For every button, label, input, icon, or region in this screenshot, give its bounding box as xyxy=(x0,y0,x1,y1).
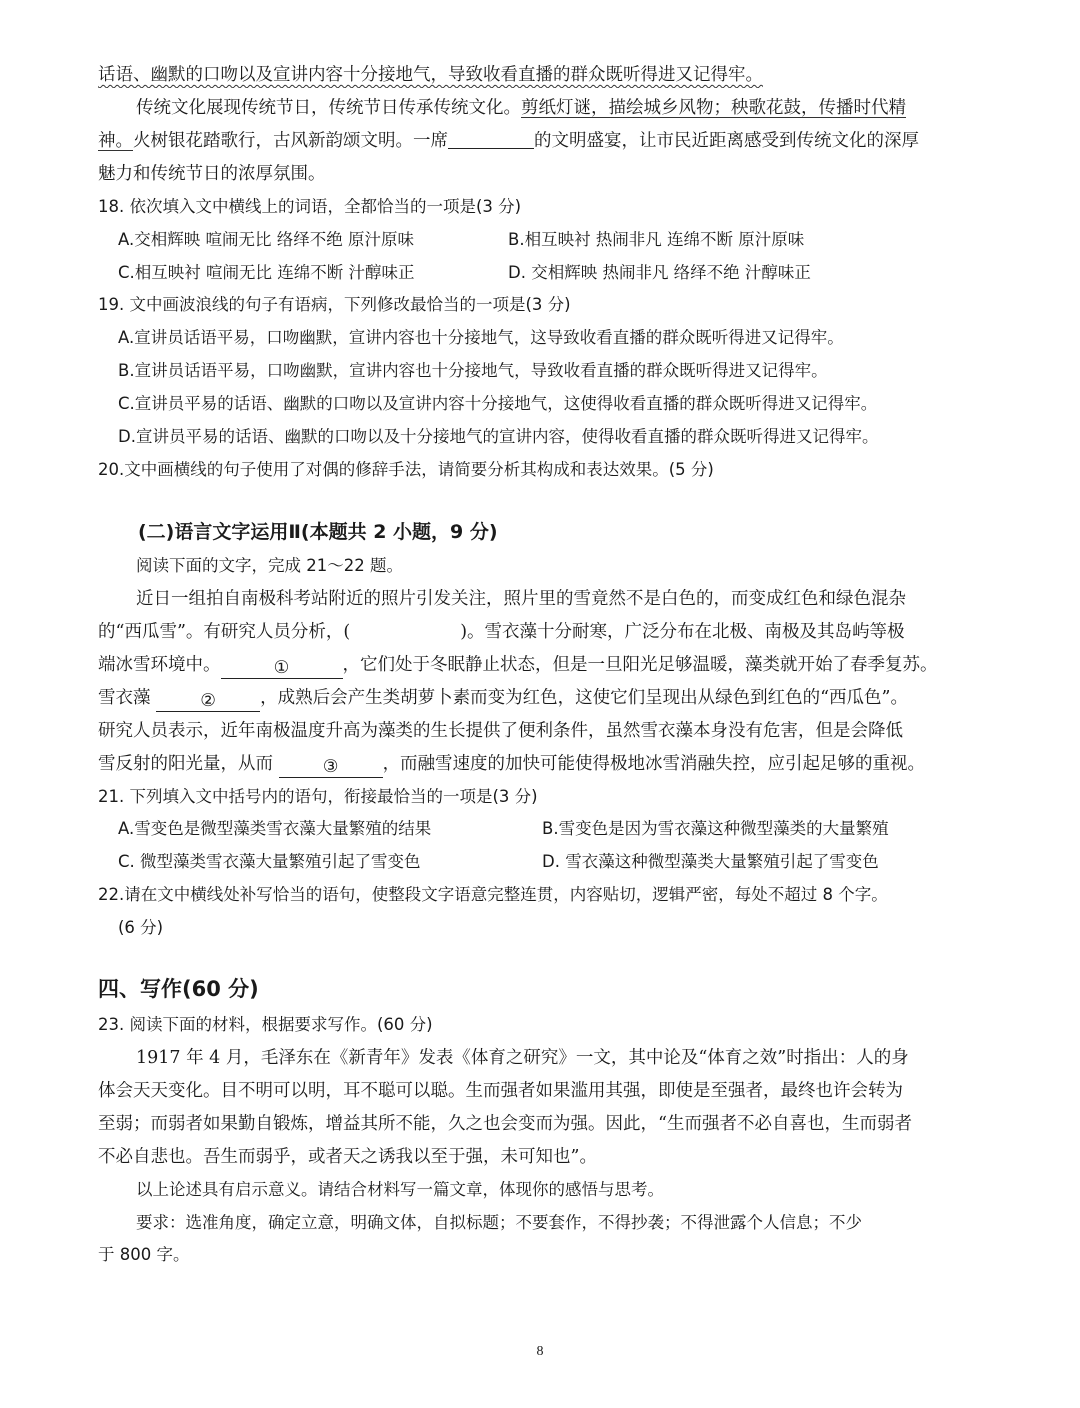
passage-line xyxy=(98,161,988,187)
underlined-sentence: 剪纸灯谜，描绘城乡风物；秧歌花鼓，传播时代精 xyxy=(521,98,906,118)
option-d: D.宣讲员平易的话语、幽默的口吻以及十分接地气的宣讲内容，使得收看直播的群众既听得进又记得牢。 xyxy=(118,427,879,446)
passage-text: )。雪衣藻十分耐寒，广泛分布在北极、南极及其岛屿等极 xyxy=(460,622,905,642)
passage-text: ，而融雪速度的加快可能使得极地冰雪消融失控，应引起足够的重视。 xyxy=(382,754,926,774)
heading-text: 分) xyxy=(463,521,498,543)
option-c: C. 微型藻类雪衣藻大量繁殖引起了雪变色 xyxy=(118,852,421,871)
passage-text: ，它们处于冬眠静止状态，但是一旦阳光足够温暖，藻类就开始了春季复苏。 xyxy=(342,655,938,675)
passage-text: 魅力和传统节日的浓厚氛围。 xyxy=(98,164,326,184)
question-22-stem: 22.请在文中横线处补写恰当的语句，使整段文字语意完整连贯，内容贴切，逻辑严密，每处不超过 8 个字。 xyxy=(98,885,888,904)
option-b: B.宣讲员话语平易，口吻幽默，宣讲内容也十分接地气，导致收看直播的群众既听得进又记得牢。 xyxy=(118,361,828,380)
passage-text: 雪衣藻 xyxy=(98,688,157,708)
fill-blank xyxy=(448,128,534,149)
question-20-stem: 20.文中画横线的句子使用了对偶的修辞手法，请简要分析其构成和表达效果。(5 分) xyxy=(98,460,714,479)
writing-requirements: 于 800 字。 xyxy=(98,1245,190,1264)
heading-text: 小题， xyxy=(386,521,451,543)
passage-text: 雪反射的阳光量，从而 xyxy=(98,754,279,774)
option-a: A.雪变色是微型藻类雪衣藻大量繁殖的结果 xyxy=(118,819,432,838)
passage-line xyxy=(98,652,988,679)
question-23-stem: 23. 阅读下面的材料，根据要求写作。(60 分) xyxy=(98,1015,433,1034)
question-22-score: (6 分) xyxy=(118,918,164,937)
material-line: 1917 年 4 月，毛泽东在《新青年》发表《体育之研究》一文，其中论及“体育之效”时指出：人的身 xyxy=(136,1048,909,1068)
passage-text: ，成熟后会产生类胡萝卜素而变为红色，这使它们呈现出从绿色到红色的“西瓜色”。 xyxy=(260,688,908,708)
section-2-intro: 阅读下面的文字，完成 21～22 题。 xyxy=(136,556,403,575)
passage-line xyxy=(98,685,988,712)
passage-line: 近日一组拍自南极科考站附近的照片引发关注，照片里的雪竟然不是白色的，而变成红色和绿色混杂 xyxy=(136,589,906,609)
question-21-stem: 21. 下列填入文中括号内的语句，衔接最恰当的一项是(3 分) xyxy=(98,787,538,806)
passage-text: 火树银花踏歌行，古风新韵颂文明。一席 xyxy=(133,131,448,151)
blank-3: ③ xyxy=(279,757,383,778)
heading-score: 9 xyxy=(450,521,464,543)
heading-count: 2 xyxy=(373,521,387,543)
material-line: 不必自悲也。吾生而弱乎，或者天之诱我以至于强，未可知也”。 xyxy=(98,1147,597,1167)
heading-text: 四、写作(60 分) xyxy=(98,977,259,1001)
blank-2: ② xyxy=(156,691,260,712)
option-a: A.交相辉映 喧闹无比 络绎不绝 原汁原味 xyxy=(118,230,414,249)
passage-text: 传统文化展现传统节日，传统节日传承传统文化。 xyxy=(136,98,521,118)
page-number: 8 xyxy=(536,1344,544,1359)
passage-line xyxy=(98,619,988,645)
option-c: C.宣讲员平易的话语、幽默的口吻以及宣讲内容十分接地气，这使得收看直播的群众既听得进又记得牢。 xyxy=(118,394,878,413)
wavy-underlined-sentence: 话语、幽默的口吻以及宣讲内容十分接地气，导致收看直播的群众既听得进又记得牢。 xyxy=(98,65,763,85)
passage-line xyxy=(98,128,988,154)
section-4-heading xyxy=(98,976,988,1004)
passage-line: 研究人员表示，近年南极温度升高为藻类的生长提供了便利条件，虽然雪衣藻本身没有危害，但是会降低 xyxy=(98,721,903,741)
underlined-sentence: 神。 xyxy=(98,131,133,151)
option-d: D. 交相辉映 热闹非凡 络绎不绝 汁醇味正 xyxy=(508,263,811,282)
material-line: 至弱；而弱者如果勤自锻炼，增益其所不能，久之也会变而为强。因此，“生而强者不必自喜也，生而弱者 xyxy=(98,1114,912,1134)
question-18-stem: 18. 依次填入文中横线上的词语，全都恰当的一项是(3 分) xyxy=(98,197,522,216)
question-18-options-row-2 xyxy=(118,260,988,286)
option-d: D. 雪衣藻这种微型藻类大量繁殖引起了雪变色 xyxy=(542,852,879,871)
material-line: 体会天天变化。目不明可以明，耳不聪可以聪。生而强者如果滥用其强，即使是至强者，最终也许会转为 xyxy=(98,1081,903,1101)
option-b: B.相互映衬 热闹非凡 连绵不断 原汁原味 xyxy=(508,230,805,249)
passage-text: 的“西瓜雪”。有研究人员分析，( xyxy=(98,622,351,642)
option-a: A.宣讲员话语平易，口吻幽默，宣讲内容也十分接地气，这导致收看直播的群众既听得进又记得牢。 xyxy=(118,328,844,347)
heading-text: (二)语言文字运用Ⅱ(本题共 xyxy=(138,521,374,543)
passage-line xyxy=(98,62,988,88)
writing-prompt: 以上论述具有启示意义。请结合材料写一篇文章，体现你的感悟与思考。 xyxy=(136,1180,664,1199)
passage-line xyxy=(98,751,988,778)
passage-text: 的文明盛宴，让市民近距离感受到传统文化的深厚 xyxy=(534,131,919,151)
question-18-options-row-1 xyxy=(118,227,988,253)
option-c: C.相互映衬 喧闹无比 连绵不断 汁醇味正 xyxy=(118,263,415,282)
writing-requirements: 要求：选准角度，确定立意，明确文体，自拟标题；不要套作，不得抄袭；不得泄露个人信息；不少 xyxy=(136,1213,862,1232)
passage-line xyxy=(136,95,988,121)
question-21-options-row-1 xyxy=(118,816,988,842)
passage-text: 端冰雪环境中。 xyxy=(98,655,221,675)
question-19-stem: 19. 文中画波浪线的句子有语病，下列修改最恰当的一项是(3 分) xyxy=(98,295,571,314)
option-b: B.雪变色是因为雪衣藻这种微型藻类的大量繁殖 xyxy=(542,819,889,838)
question-21-options-row-2 xyxy=(118,849,988,875)
blank-1: ① xyxy=(221,658,343,679)
section-2-heading xyxy=(138,519,1028,546)
